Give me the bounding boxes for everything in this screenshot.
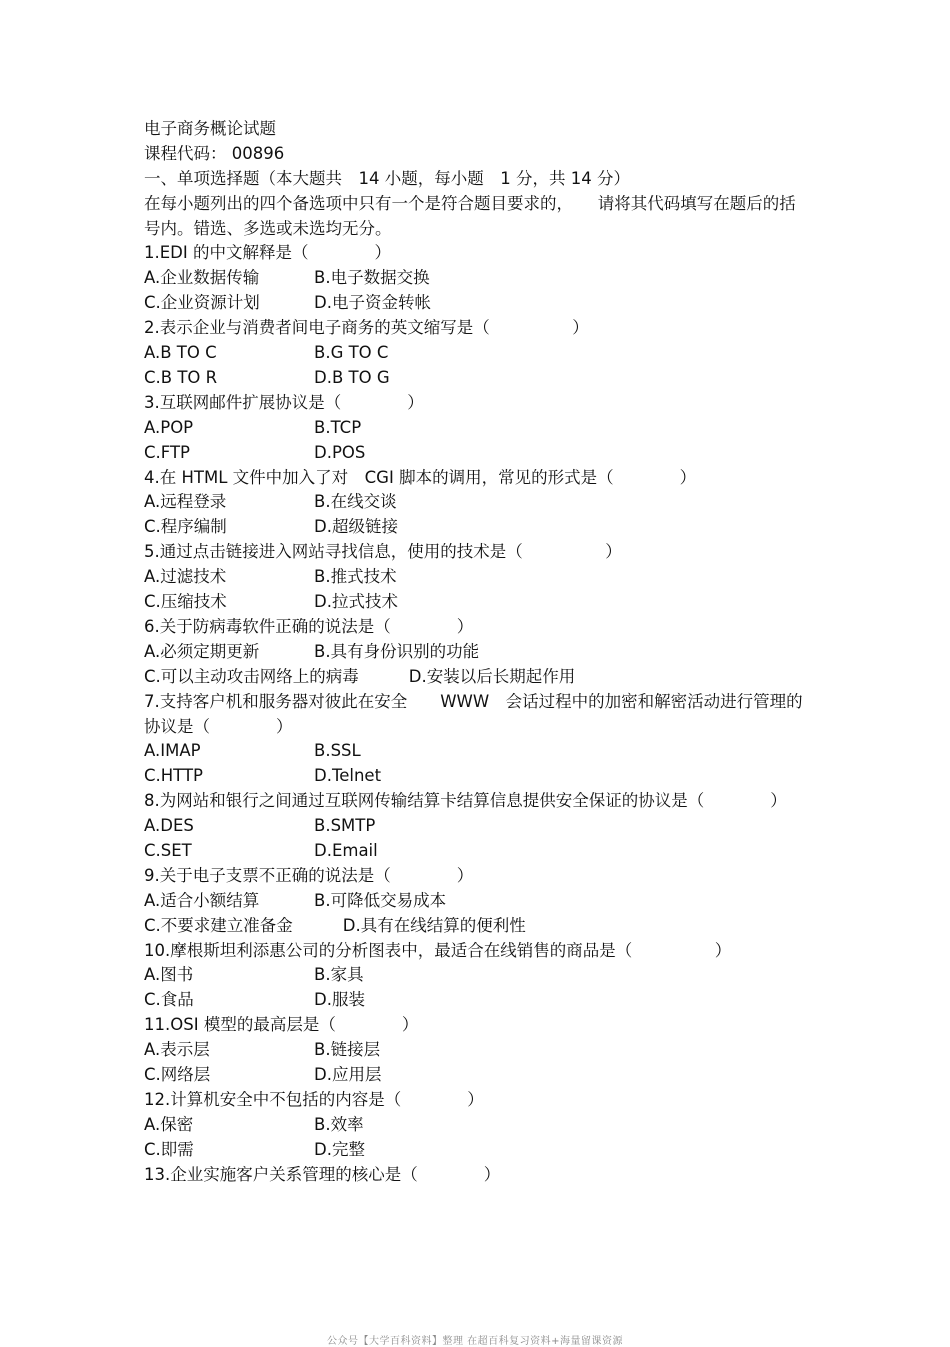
option-b: B.TCP: [314, 417, 362, 437]
option-c: C.SET: [144, 841, 192, 860]
option-c: C.食品: [144, 990, 194, 1010]
option-row: [144, 1113, 809, 1138]
option-row: [144, 291, 809, 316]
question-stem: 12.计算机安全中不包括的内容是（ ）: [144, 1089, 484, 1109]
option-b: B.在线交谈: [314, 492, 397, 512]
option-a: A.必须定期更新: [144, 641, 260, 661]
question-stem: 6.关于防病毒软件正确的说法是（ ）: [144, 616, 474, 636]
exam-title: 电子商务概论试题: [144, 119, 276, 138]
option-b: B.效率: [314, 1114, 364, 1134]
option-d: D.超级链接: [314, 517, 398, 537]
option-b: B.链接层: [314, 1040, 381, 1060]
option-d: D.电子资金转帐: [314, 293, 431, 313]
option-c: C.可以主动攻击网络上的病毒: [144, 666, 359, 686]
question-stem: 5.通过点击链接进入网站寻找信息，使用的技术是（ ）: [144, 542, 622, 562]
option-c: C.网络层: [144, 1065, 211, 1085]
option-b: B.具有身份识别的功能: [314, 641, 480, 661]
option-row: [144, 963, 809, 988]
option-a: A.B TO C: [144, 343, 217, 363]
option-c: C.即需: [144, 1139, 194, 1159]
option-row: [144, 266, 809, 291]
option-a: A.企业数据传输: [144, 268, 260, 288]
option-b: B.可降低交易成本: [314, 890, 447, 910]
question-stem: 3.互联网邮件扩展协议是（ ）: [144, 392, 424, 412]
footer-watermark: 公众号【大学百科资料】整理 在超百科复习资料+海量留课资源: [326, 1336, 624, 1347]
option-row: [144, 889, 809, 914]
option-d: D.Email: [314, 841, 378, 860]
option-row: [144, 665, 809, 690]
option-a: A.过滤技术: [144, 567, 227, 587]
option-row: [144, 590, 809, 615]
option-row: [144, 988, 809, 1013]
option-b: B.电子数据交换: [314, 268, 430, 288]
option-row: [144, 914, 809, 939]
option-d: D.POS: [314, 442, 366, 462]
option-d: D.B TO G: [314, 367, 390, 387]
option-row: [144, 341, 809, 366]
option-row: [144, 739, 809, 764]
option-d: D.服装: [314, 990, 365, 1010]
option-a: A.POP: [144, 417, 194, 437]
option-row: [144, 366, 809, 391]
option-b: B.推式技术: [314, 567, 397, 587]
option-d: D.具有在线结算的便利性: [342, 915, 526, 935]
option-row: [144, 441, 809, 466]
option-b: B.SSL: [314, 741, 361, 761]
option-row: [144, 490, 809, 515]
option-d: D.Telnet: [314, 766, 382, 786]
option-c: C.FTP: [144, 442, 190, 462]
section-heading: 一、单项选择题（本大题共 14 小题，每小题 1 分，共 14 分）: [144, 168, 630, 188]
option-row: [144, 814, 809, 839]
option-row: [144, 515, 809, 540]
option-b: B.SMTP: [314, 816, 376, 836]
option-b: B.G TO C: [314, 343, 389, 363]
question-stem: 2.表示企业与消费者间电子商务的英文缩写是（ ）: [144, 318, 589, 338]
option-row: [144, 416, 809, 441]
question-stem: 13.企业实施客户关系管理的核心是（ ）: [144, 1164, 501, 1184]
option-c: C.压缩技术: [144, 592, 227, 612]
question-stem: 10.摩根斯坦利添惠公司的分析图表中，最适合在线销售的商品是（ ）: [144, 940, 732, 960]
question-stem: 1.EDI 的中文解释是（ ）: [144, 243, 391, 263]
question-stem: 7.支持客户机和服务器对彼此在安全 WWW 会话过程中的加密和解密活动进行管理的协议是（ ）: [144, 691, 803, 736]
option-d: D.完整: [314, 1139, 365, 1159]
option-row: [144, 640, 809, 665]
option-row: [144, 764, 809, 789]
option-d: D.拉式技术: [314, 592, 398, 612]
exam-content: [144, 117, 809, 1188]
option-row: [144, 565, 809, 590]
option-a: A.远程登录: [144, 492, 227, 512]
option-a: A.图书: [144, 965, 194, 985]
option-c: C.不要求建立准备金: [144, 915, 293, 935]
option-a: A.DES: [144, 816, 194, 836]
option-c: C.B TO R: [144, 367, 218, 387]
option-row: [144, 1063, 809, 1088]
option-row: [144, 1138, 809, 1163]
option-c: C.企业资源计划: [144, 293, 260, 313]
option-row: [144, 839, 809, 864]
course-code: 课程代码： 00896: [144, 143, 285, 163]
question-stem: 9.关于电子支票不正确的说法是（ ）: [144, 865, 474, 885]
question-stem: 4.在 HTML 文件中加入了对 CGI 脚本的调用，常见的形式是（ ）: [144, 467, 697, 487]
option-c: C.程序编制: [144, 517, 227, 537]
question-stem: 8.为网站和银行之间通过互联网传输结算卡结算信息提供安全保证的协议是（ ）: [144, 791, 787, 811]
option-a: A.IMAP: [144, 741, 201, 761]
option-d: D.安装以后长期起作用: [408, 666, 576, 686]
option-a: A.表示层: [144, 1040, 210, 1060]
option-row: [144, 1038, 809, 1063]
question-stem: 11.OSI 模型的最高层是（ ）: [144, 1015, 419, 1035]
option-b: B.家具: [314, 965, 364, 985]
option-a: A.保密: [144, 1114, 194, 1134]
option-c: C.HTTP: [144, 766, 203, 786]
question-list: [144, 241, 809, 1187]
instructions: 在每小题列出的四个备选项中只有一个是符合题目要求的， 请将其代码填写在题后的括号内。错选、多选或未选均无分。: [144, 193, 796, 238]
option-a: A.适合小额结算: [144, 890, 260, 910]
option-d: D.应用层: [314, 1065, 382, 1085]
